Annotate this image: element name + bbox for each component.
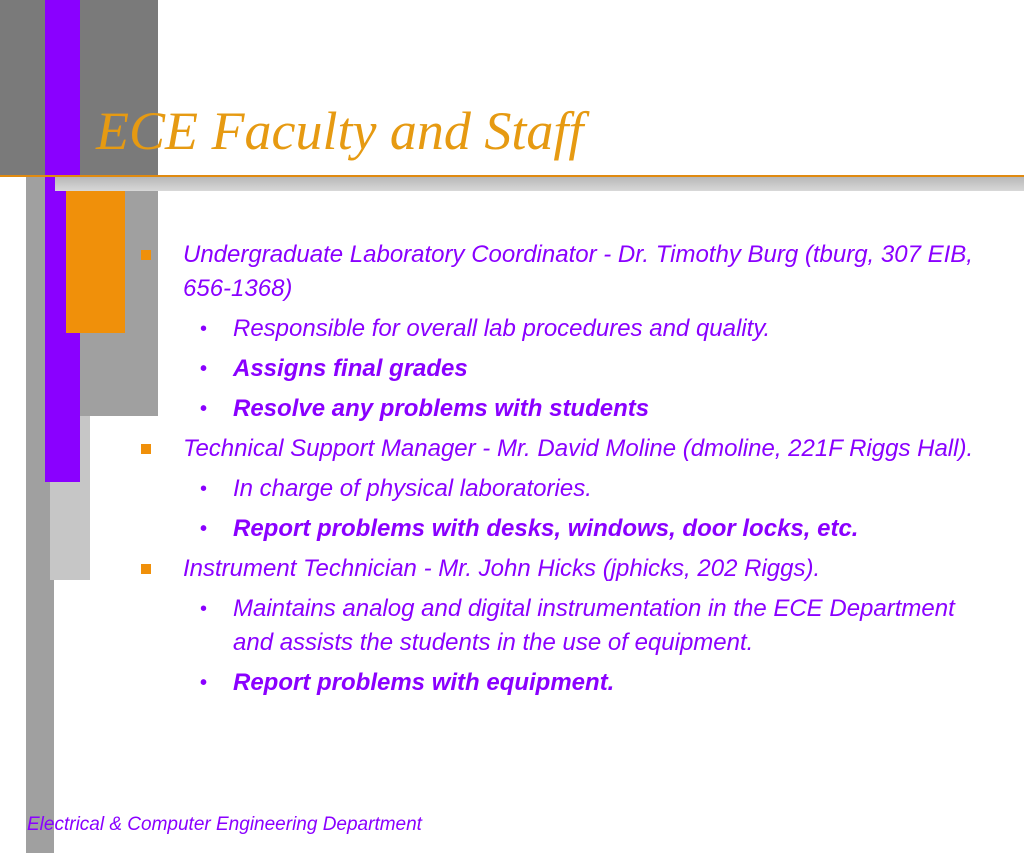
dot-bullet-icon: • [200, 478, 208, 500]
bullet-list [140, 238, 1000, 706]
dot-bullet-icon: • [200, 598, 208, 620]
sub-bullet-item [140, 512, 1000, 546]
sub-bullet-text: Responsible for overall lab procedures and quality. [233, 315, 771, 342]
sub-bullet-text: In charge of physical laboratories. [233, 475, 592, 502]
slide-title: ECE Faculty and Staff [96, 101, 584, 161]
decor-orange-block [66, 190, 125, 333]
dot-bullet-icon: • [200, 518, 208, 540]
title-shadow-bar [55, 177, 1024, 191]
sub-bullet-item [140, 666, 1000, 700]
bullet-text: Undergraduate Laboratory Coordinator - Dr. Timothy Burg (tburg, 307 EIB, 656-1368) [183, 241, 973, 302]
square-bullet-icon [141, 250, 151, 260]
footer-text: Electrical & Computer Engineering Department [27, 814, 422, 835]
dot-bullet-icon: • [200, 398, 208, 420]
sub-bullet-item [140, 592, 1000, 660]
bullet-item [140, 552, 1000, 586]
sub-bullet-text: Maintains analog and digital instrumentation in the ECE Department and assists the students in the use of equipment. [233, 595, 955, 656]
bullet-item [140, 238, 1000, 306]
bullet-text: Technical Support Manager - Mr. David Moline (dmoline, 221F Riggs Hall). [183, 435, 974, 462]
sub-bullet-item [140, 472, 1000, 506]
sub-bullet-text: Report problems with desks, windows, door locks, etc. [233, 515, 859, 542]
sub-bullet-item [140, 312, 1000, 346]
sub-bullet-text: Report problems with equipment. [233, 669, 615, 696]
sub-bullet-item [140, 352, 1000, 386]
dot-bullet-icon: • [200, 358, 208, 380]
dot-bullet-icon: • [200, 318, 208, 340]
square-bullet-icon [141, 444, 151, 454]
dot-bullet-icon: • [200, 672, 208, 694]
sub-bullet-text: Assigns final grades [233, 355, 468, 382]
bullet-item [140, 432, 1000, 466]
sub-bullet-text: Resolve any problems with students [233, 395, 650, 422]
bullet-text: Instrument Technician - Mr. John Hicks (jphicks, 202 Riggs). [183, 555, 821, 582]
sub-bullet-item [140, 392, 1000, 426]
square-bullet-icon [141, 564, 151, 574]
